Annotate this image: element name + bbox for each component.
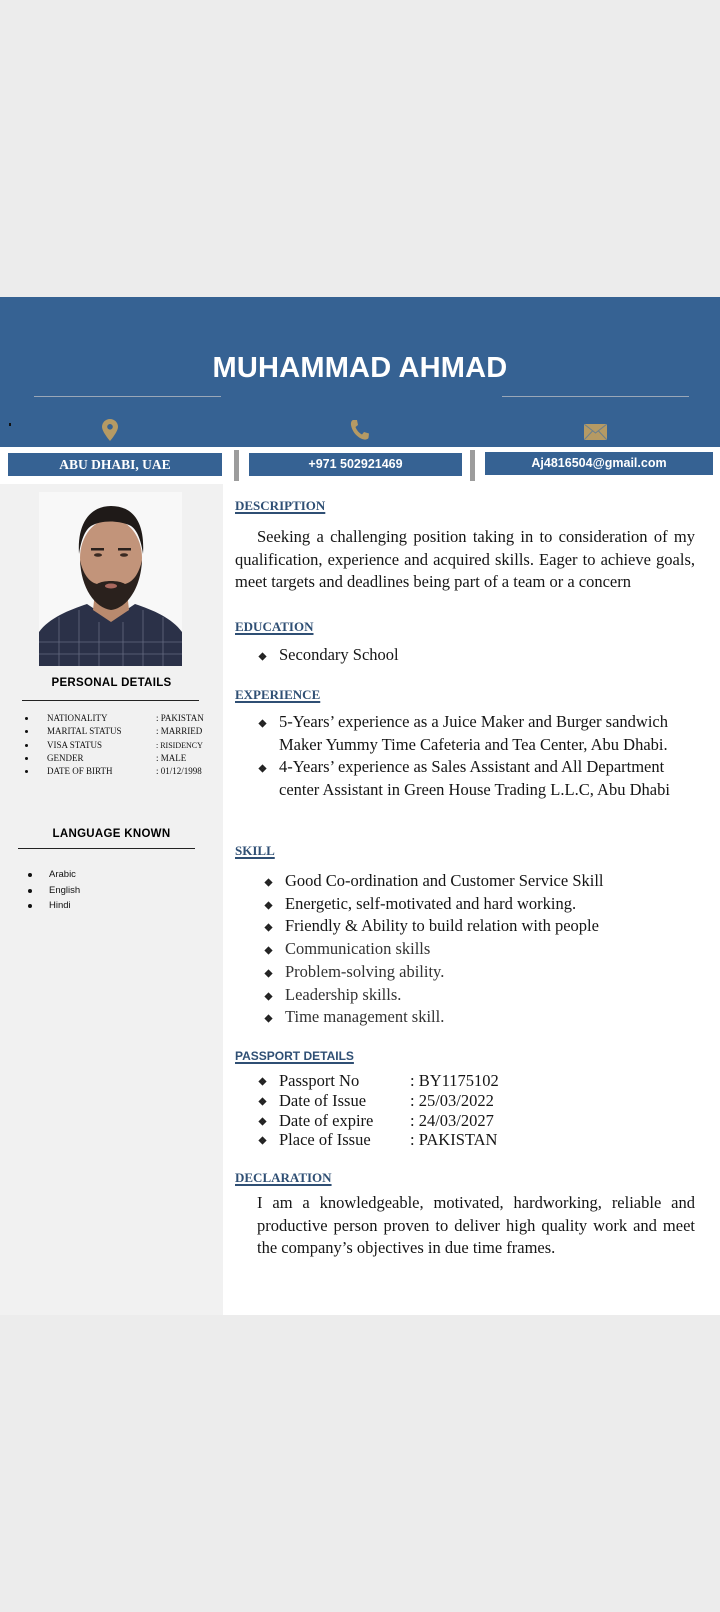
location-box: ABU DHABI, UAE	[8, 453, 222, 476]
skill-text: Problem-solving ability.	[285, 961, 445, 981]
skill-text: Good Co-ordination and Customer Service Skill	[285, 871, 604, 890]
bullet-icon	[28, 889, 32, 893]
detail-value: : RISIDENCY	[156, 740, 203, 750]
diamond-bullet-icon	[265, 902, 272, 909]
passport-heading: PASSPORT DETAILS	[235, 1049, 354, 1063]
experience-text: 5-Years’ experience as a Juice Maker and Burger sandwich Maker Yummy Time Cafeteria and Tea Center, Abu Dhabi.	[279, 712, 668, 754]
education-list	[235, 644, 695, 667]
bullet-icon	[25, 770, 28, 773]
skill-text: Energetic, self-motivated and hard working.	[285, 893, 577, 913]
personal-detail-item	[0, 739, 223, 752]
diamond-bullet-icon	[265, 1015, 272, 1022]
header-rule-right	[502, 396, 689, 397]
passport-item	[235, 1130, 695, 1150]
experience-heading: EXPERIENCE	[235, 687, 321, 702]
passport-value: : 25/03/2022	[410, 1090, 494, 1110]
detail-label: MARITAL STATUS	[47, 726, 122, 737]
skill-item	[241, 961, 695, 984]
diamond-bullet-icon	[259, 1118, 266, 1125]
experience-list	[235, 711, 675, 802]
phone-icon	[350, 419, 370, 446]
personal-detail-item	[0, 765, 223, 778]
skill-text: Communication skills	[285, 939, 431, 959]
passport-label: Place of Issue	[279, 1130, 371, 1150]
contact-row	[0, 447, 720, 484]
passport-value: : 24/03/2027	[410, 1110, 494, 1130]
personal-detail-item	[0, 725, 223, 738]
education-heading: EDUCATION	[235, 619, 314, 634]
diamond-bullet-icon	[259, 653, 266, 660]
skill-list	[241, 870, 695, 1029]
bullet-icon	[28, 904, 32, 908]
skill-item	[241, 915, 695, 938]
phone-box[interactable]: +971 502921469	[249, 453, 462, 476]
diamond-bullet-icon	[259, 1078, 266, 1085]
diamond-bullet-icon	[265, 970, 272, 977]
languages-rule	[18, 848, 195, 849]
detail-value: : MALE	[156, 752, 187, 763]
language-name: Arabic	[49, 869, 76, 880]
diamond-bullet-icon	[265, 993, 272, 1000]
envelope-icon	[584, 424, 607, 445]
profile-photo	[39, 492, 182, 666]
passport-list	[235, 1071, 695, 1150]
detail-value: : 01/12/1998	[156, 766, 202, 777]
passport-label: Passport No	[279, 1071, 360, 1090]
diamond-bullet-icon	[265, 947, 272, 954]
skill-text: Time management skill.	[285, 1007, 445, 1027]
skill-item	[241, 984, 695, 1007]
passport-label: Date of expire	[279, 1110, 374, 1130]
detail-label: DATE OF BIRTH	[47, 766, 113, 777]
detail-value: : MARRIED	[156, 726, 203, 737]
description-heading: DESCRIPTION	[235, 498, 326, 513]
languages-heading: LANGUAGE KNOWN	[52, 828, 171, 840]
diamond-bullet-icon	[265, 879, 272, 886]
diamond-bullet-icon	[259, 765, 266, 772]
header-rule-left	[34, 396, 221, 397]
candidate-name: MUHAMMAD AHMAD	[212, 352, 508, 384]
diamond-bullet-icon	[259, 720, 266, 727]
detail-label: NATIONALITY	[47, 713, 108, 723]
passport-item	[235, 1071, 695, 1091]
skill-item	[241, 870, 695, 893]
detail-value: : PAKISTAN	[156, 713, 204, 723]
diamond-bullet-icon	[265, 924, 272, 931]
description-text: Seeking a challenging position taking in to consideration of my qualification, experience and acquired skills. Eager to achieve goals, meet targets and deadlines being part of a team or a concern	[235, 527, 695, 592]
passport-label: Date of Issue	[279, 1090, 367, 1110]
education-item	[235, 644, 695, 667]
skill-item	[241, 893, 695, 916]
personal-detail-item	[0, 752, 223, 765]
detail-label: GENDER	[47, 752, 84, 763]
declaration-text: I am a knowledgeable, motivated, hardworking, reliable and productive person proven to deliver high quality work and meet the company’s objectives in due time frames.	[257, 1193, 695, 1258]
passport-item	[235, 1091, 695, 1111]
diamond-bullet-icon	[259, 1137, 266, 1144]
personal-details-rule	[22, 700, 199, 701]
passport-value: : PAKISTAN	[410, 1130, 498, 1150]
resume-page	[0, 297, 720, 1315]
stray-mark	[9, 423, 11, 426]
personal-details-heading: PERSONAL DETAILS	[51, 677, 172, 689]
passport-value: : BY1175102	[410, 1071, 499, 1090]
header-band	[0, 297, 720, 447]
personal-detail-item	[0, 712, 223, 725]
bullet-icon	[25, 744, 28, 747]
map-pin-icon	[102, 419, 118, 446]
skill-item	[241, 938, 695, 961]
email-box[interactable]: Aj4816504@gmail.com	[485, 452, 713, 475]
skill-item	[241, 1006, 695, 1029]
bullet-icon	[25, 730, 28, 733]
detail-label: VISA STATUS	[47, 739, 103, 750]
contact-separator	[234, 450, 239, 481]
contact-separator	[470, 450, 475, 481]
experience-text: 4-Years’ experience as Sales Assistant and All Department center Assistant in Green House Trading L.L.C, Abu Dhabi	[279, 757, 670, 800]
personal-details-list	[0, 712, 223, 778]
passport-item	[235, 1111, 695, 1131]
skill-heading: SKILL	[235, 843, 275, 858]
skill-text: Leadership skills.	[285, 984, 402, 1004]
sidebar	[0, 484, 223, 1315]
skill-text: Friendly & Ability to build relation with people	[285, 916, 599, 936]
experience-item	[235, 711, 675, 756]
diamond-bullet-icon	[259, 1098, 266, 1105]
language-name: English	[49, 884, 81, 896]
bullet-icon	[28, 873, 32, 877]
bullet-icon	[25, 757, 28, 760]
experience-item	[235, 756, 675, 801]
language-name: Hindi	[49, 900, 71, 911]
bullet-icon	[25, 717, 28, 720]
declaration-heading: DECLARATION	[235, 1170, 332, 1185]
education-text: Secondary School	[279, 645, 399, 664]
